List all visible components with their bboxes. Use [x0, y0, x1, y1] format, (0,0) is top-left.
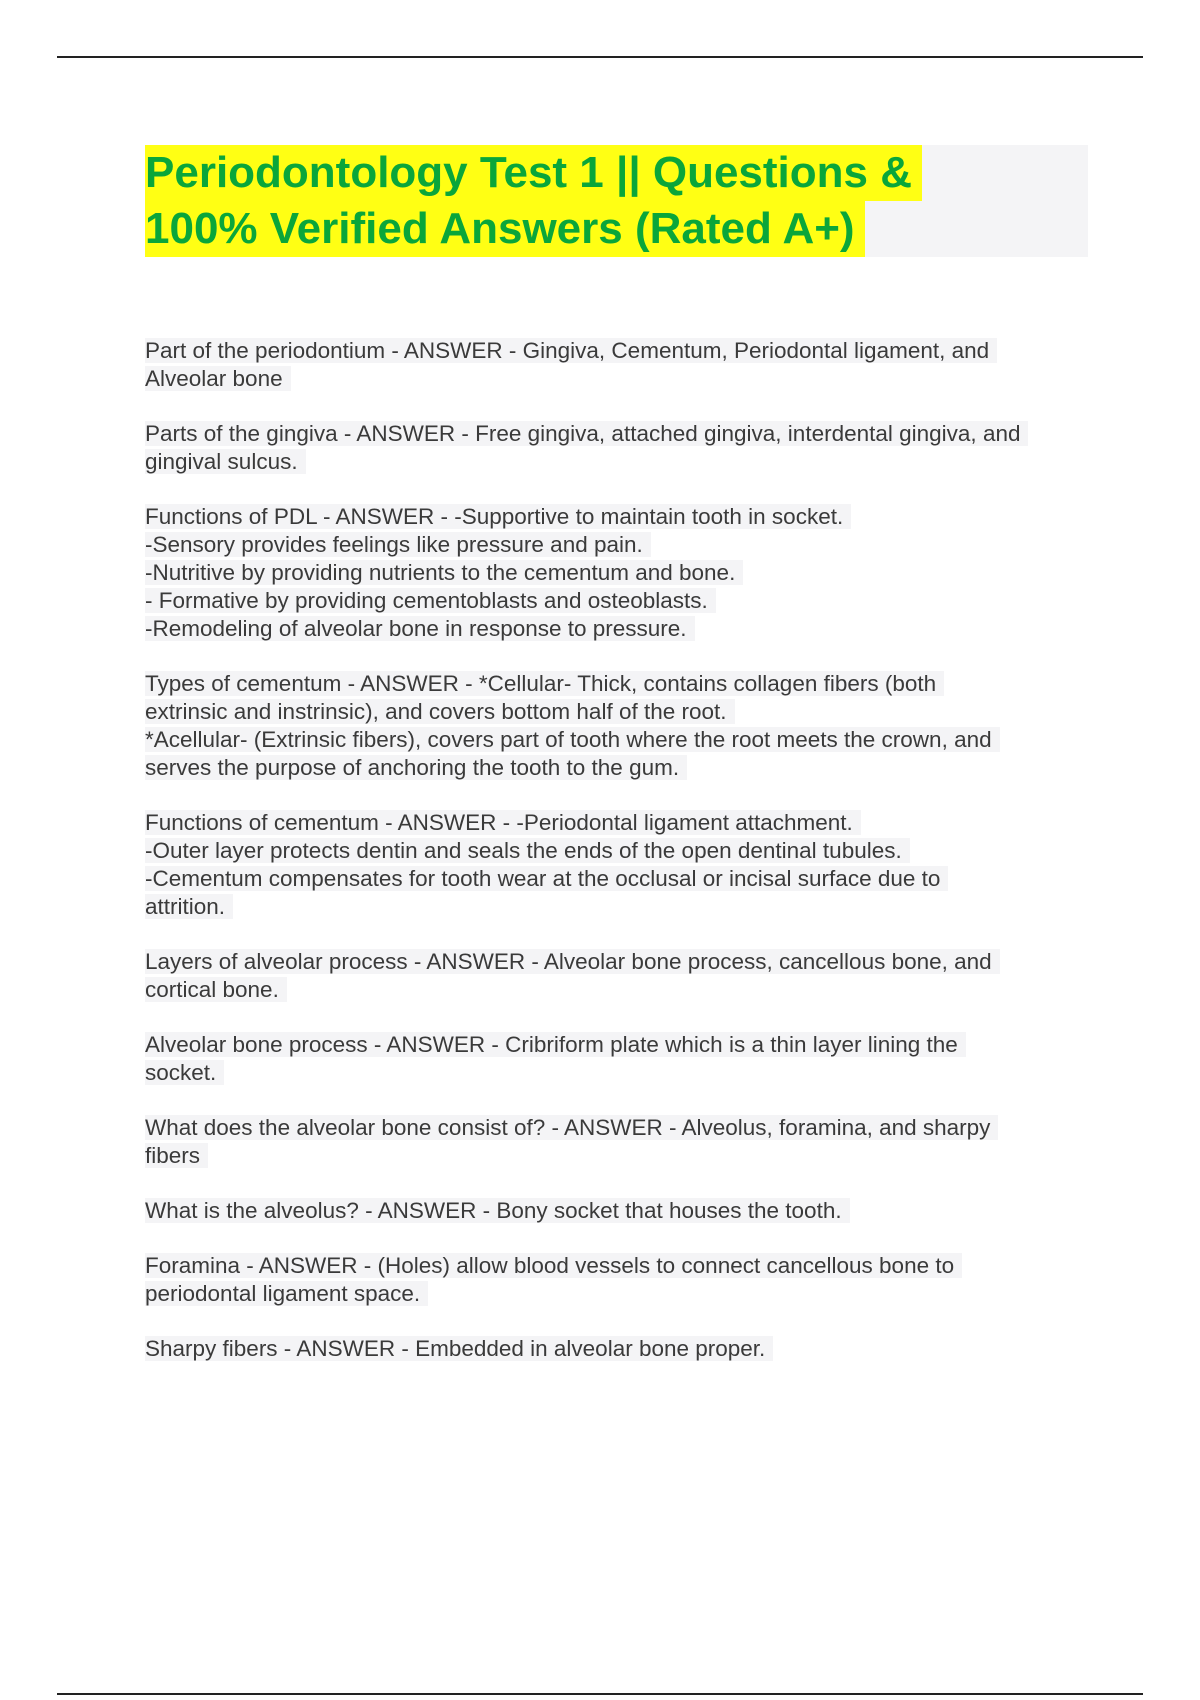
qa-line: [145, 420, 1095, 448]
qa-line: [145, 1031, 1095, 1059]
qa-text: fibers: [145, 1143, 208, 1168]
title-line-2: 100% Verified Answers (Rated A+): [145, 201, 865, 257]
qa-line: [145, 976, 1095, 1004]
qa-line: [145, 893, 1095, 921]
qa-item: [145, 670, 1095, 782]
qa-text: Layers of alveolar process - ANSWER - Alveolar bone process, cancellous bone, and: [145, 949, 1000, 974]
qa-text: Sharpy fibers - ANSWER - Embedded in alveolar bone proper.: [145, 1336, 773, 1361]
qa-item: [145, 1335, 1095, 1363]
qa-text: Functions of PDL - ANSWER - -Supportive to maintain tooth in socket.: [145, 504, 851, 529]
qa-line: [145, 587, 1095, 615]
qa-line: [145, 531, 1095, 559]
qa-line: [145, 559, 1095, 587]
qa-line: [145, 837, 1095, 865]
qa-text: Parts of the gingiva - ANSWER - Free gingiva, attached gingiva, interdental gingiva, and: [145, 421, 1028, 446]
qa-line: [145, 726, 1095, 754]
qa-line: [145, 809, 1095, 837]
top-divider: [57, 56, 1143, 58]
qa-text: socket.: [145, 1060, 224, 1085]
qa-text: cortical bone.: [145, 977, 287, 1002]
qa-line: [145, 1280, 1095, 1308]
qa-text: periodontal ligament space.: [145, 1281, 428, 1306]
qa-text: What does the alveolar bone consist of? - ANSWER - Alveolus, foramina, and sharpy: [145, 1115, 998, 1140]
qa-text: - Formative by providing cementoblasts and osteoblasts.: [145, 588, 716, 613]
qa-line: [145, 948, 1095, 976]
qa-line: [145, 754, 1095, 782]
qa-line: [145, 337, 1095, 365]
qa-line: [145, 865, 1095, 893]
qa-text: *Acellular- (Extrinsic fibers), covers part of tooth where the root meets the crown, and: [145, 727, 1000, 752]
qa-text: Part of the periodontium - ANSWER - Gingiva, Cementum, Periodontal ligament, and: [145, 338, 997, 363]
qa-line: [145, 670, 1095, 698]
qa-text: -Remodeling of alveolar bone in response to pressure.: [145, 616, 695, 641]
qa-text: Foramina - ANSWER - (Holes) allow blood vessels to connect cancellous bone to: [145, 1253, 962, 1278]
qa-line: [145, 698, 1095, 726]
qa-text: Alveolar bone: [145, 366, 291, 391]
qa-text: Alveolar bone process - ANSWER - Cribriform plate which is a thin layer lining the: [145, 1032, 966, 1057]
qa-line: [145, 1197, 1095, 1225]
qa-text: gingival sulcus.: [145, 449, 306, 474]
qa-list: [145, 337, 1095, 1390]
qa-line: [145, 1142, 1095, 1170]
qa-line: [145, 503, 1095, 531]
qa-item: [145, 503, 1095, 643]
qa-text: Functions of cementum - ANSWER - -Periodontal ligament attachment.: [145, 810, 861, 835]
title-line-1: Periodontology Test 1 || Questions &: [145, 145, 922, 201]
qa-text: extrinsic and instrinsic), and covers bottom half of the root.: [145, 699, 735, 724]
qa-line: [145, 1335, 1095, 1363]
qa-text: -Cementum compensates for tooth wear at the occlusal or incisal surface due to: [145, 866, 948, 891]
document-title: [145, 145, 1088, 257]
qa-text: -Sensory provides feelings like pressure and pain.: [145, 532, 651, 557]
qa-line: [145, 615, 1095, 643]
qa-item: [145, 948, 1095, 1004]
qa-line: [145, 448, 1095, 476]
qa-line: [145, 1114, 1095, 1142]
qa-item: [145, 420, 1095, 476]
qa-item: [145, 809, 1095, 921]
qa-text: -Outer layer protects dentin and seals the ends of the open dentinal tubules.: [145, 838, 910, 863]
bottom-divider: [57, 1693, 1143, 1695]
qa-item: [145, 1114, 1095, 1170]
qa-item: [145, 1197, 1095, 1225]
qa-line: [145, 1252, 1095, 1280]
qa-text: serves the purpose of anchoring the tooth to the gum.: [145, 755, 687, 780]
qa-line: [145, 365, 1095, 393]
qa-text: What is the alveolus? - ANSWER - Bony socket that houses the tooth.: [145, 1198, 850, 1223]
qa-text: attrition.: [145, 894, 233, 919]
qa-line: [145, 1059, 1095, 1087]
qa-text: -Nutritive by providing nutrients to the cementum and bone.: [145, 560, 743, 585]
qa-item: [145, 337, 1095, 393]
qa-item: [145, 1252, 1095, 1308]
qa-item: [145, 1031, 1095, 1087]
qa-text: Types of cementum - ANSWER - *Cellular- Thick, contains collagen fibers (both: [145, 671, 944, 696]
